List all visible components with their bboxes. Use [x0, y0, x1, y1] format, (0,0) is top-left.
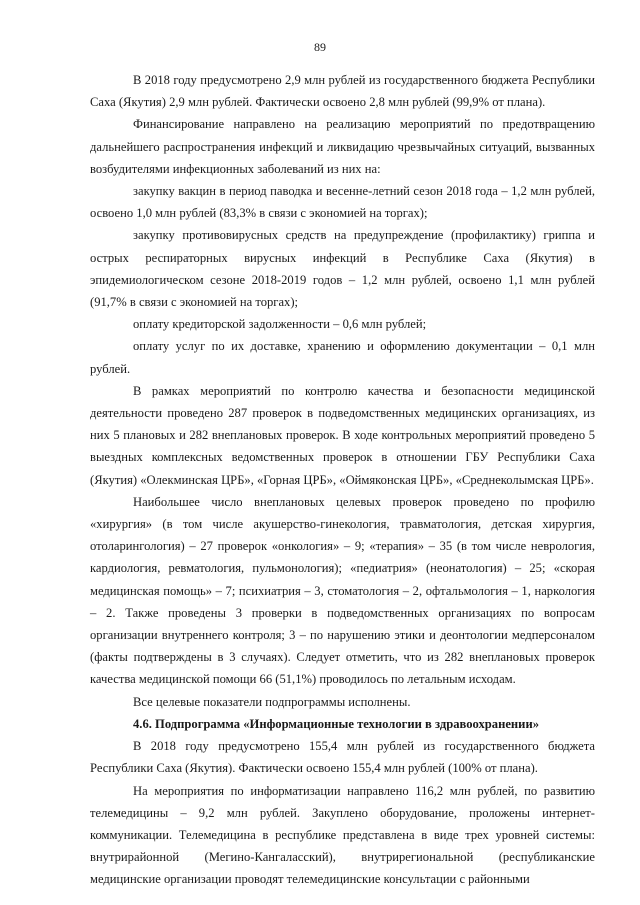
- paragraph-5: оплату кредиторской задолженности – 0,6 млн рублей;: [133, 317, 427, 332]
- paragraph-11: На мероприятия по информатизации направлено 116,2 млн рублей, по развитию телемедицины – 9,2 млн рублей. Закуплено оборудование, проложены интернет-коммуникации. Телемедицина в республике представлена в виде трех уровней системы: внутрирайонной (Мегино-Кангаласский), внутрирегиональной (республиканские медицинские организации проводят телемедицинские консультации с районными: [90, 783, 595, 887]
- page-number: 89: [314, 40, 326, 54]
- paragraph-9: Все целевые показатели подпрограммы исполнены.: [133, 694, 411, 709]
- paragraph-4: закупку противовирусных средств на предупреждение (профилактику) гриппа и острых респираторных вирусных инфекций в Республике Саха (Якутия) в эпидемиологическом сезоне 2018-2019 годов – 1,2 млн рублей, освоено 1,1 млн рублей (91,7% в связи с экономией на торгах);: [90, 228, 595, 310]
- page-body: [90, 69, 595, 891]
- paragraph-1: В 2018 году предусмотрено 2,9 млн рублей из государственного бюджета Республики Саха (Якутия) 2,9 млн рублей. Фактически освоено 2,8 млн рублей (99,9% от плана).: [90, 73, 595, 110]
- paragraph-6: оплату услуг по их доставке, хранению и оформлению документации – 0,1 млн рублей.: [90, 339, 595, 376]
- paragraph-2: Финансирование направлено на реализацию мероприятий по предотвращению дальнейшего распространения инфекций и ликвидацию чрезвычайных ситуаций, вызванных возбудителями инфекционных заболеваний из них на:: [90, 117, 595, 176]
- paragraph-7: В рамках мероприятий по контролю качества и безопасности медицинской деятельности проведено 287 проверок в подведомственных медицинских организациях, из них 5 плановых и 282 внеплановых проверок. В ходе контрольных мероприятий проведено 5 выездных комплексных ведомственных проверок в отношении ГБУ Республики Саха (Якутия) «Олекминская ЦРБ», «Горная ЦРБ», «Оймяконская ЦРБ», «Среднеколымская ЦРБ».: [90, 383, 595, 487]
- paragraph-8: Наибольшее число внеплановых целевых проверок проведено по профилю «хирургия» (в том числе акушерство-гинекология, травматология, детская хирургия, отоларингология) – 27 проверок «онкология» – 9; «терапия» – 35 (в том числе неврология, кардиология, ревматология, пульмонология); «педиатрия» (неонатология) – 25; «скорая медицинская помощь» – 7; психиатрия – 3, стоматология – 2, офтальмология – 1, наркология – 2. Также проведены 3 проверки в подведомственных организациях по вопросам организации внутреннего контроля; 3 – по нарушению этики и деонтологии медперсоналом (факты подтверждены в 3 случаях). Следует отметить, что из 282 внеплановых проверок качества медицинской помощи 66 (51,1%) проводилось по летальным исходам.: [90, 494, 595, 687]
- section-heading: 4.6. Подпрограмма «Информационные технологии в здравоохранении»: [133, 716, 539, 731]
- paragraph-3: закупку вакцин в период паводка и весенне-летний сезон 2018 года – 1,2 млн рублей, освоено 1,0 млн рублей (83,3% в связи с экономией на торгах);: [90, 184, 595, 221]
- paragraph-10: В 2018 году предусмотрено 155,4 млн рублей из государственного бюджета Республики Саха (Якутия). Фактически освоено 155,4 млн рублей (100% от плана).: [90, 739, 595, 776]
